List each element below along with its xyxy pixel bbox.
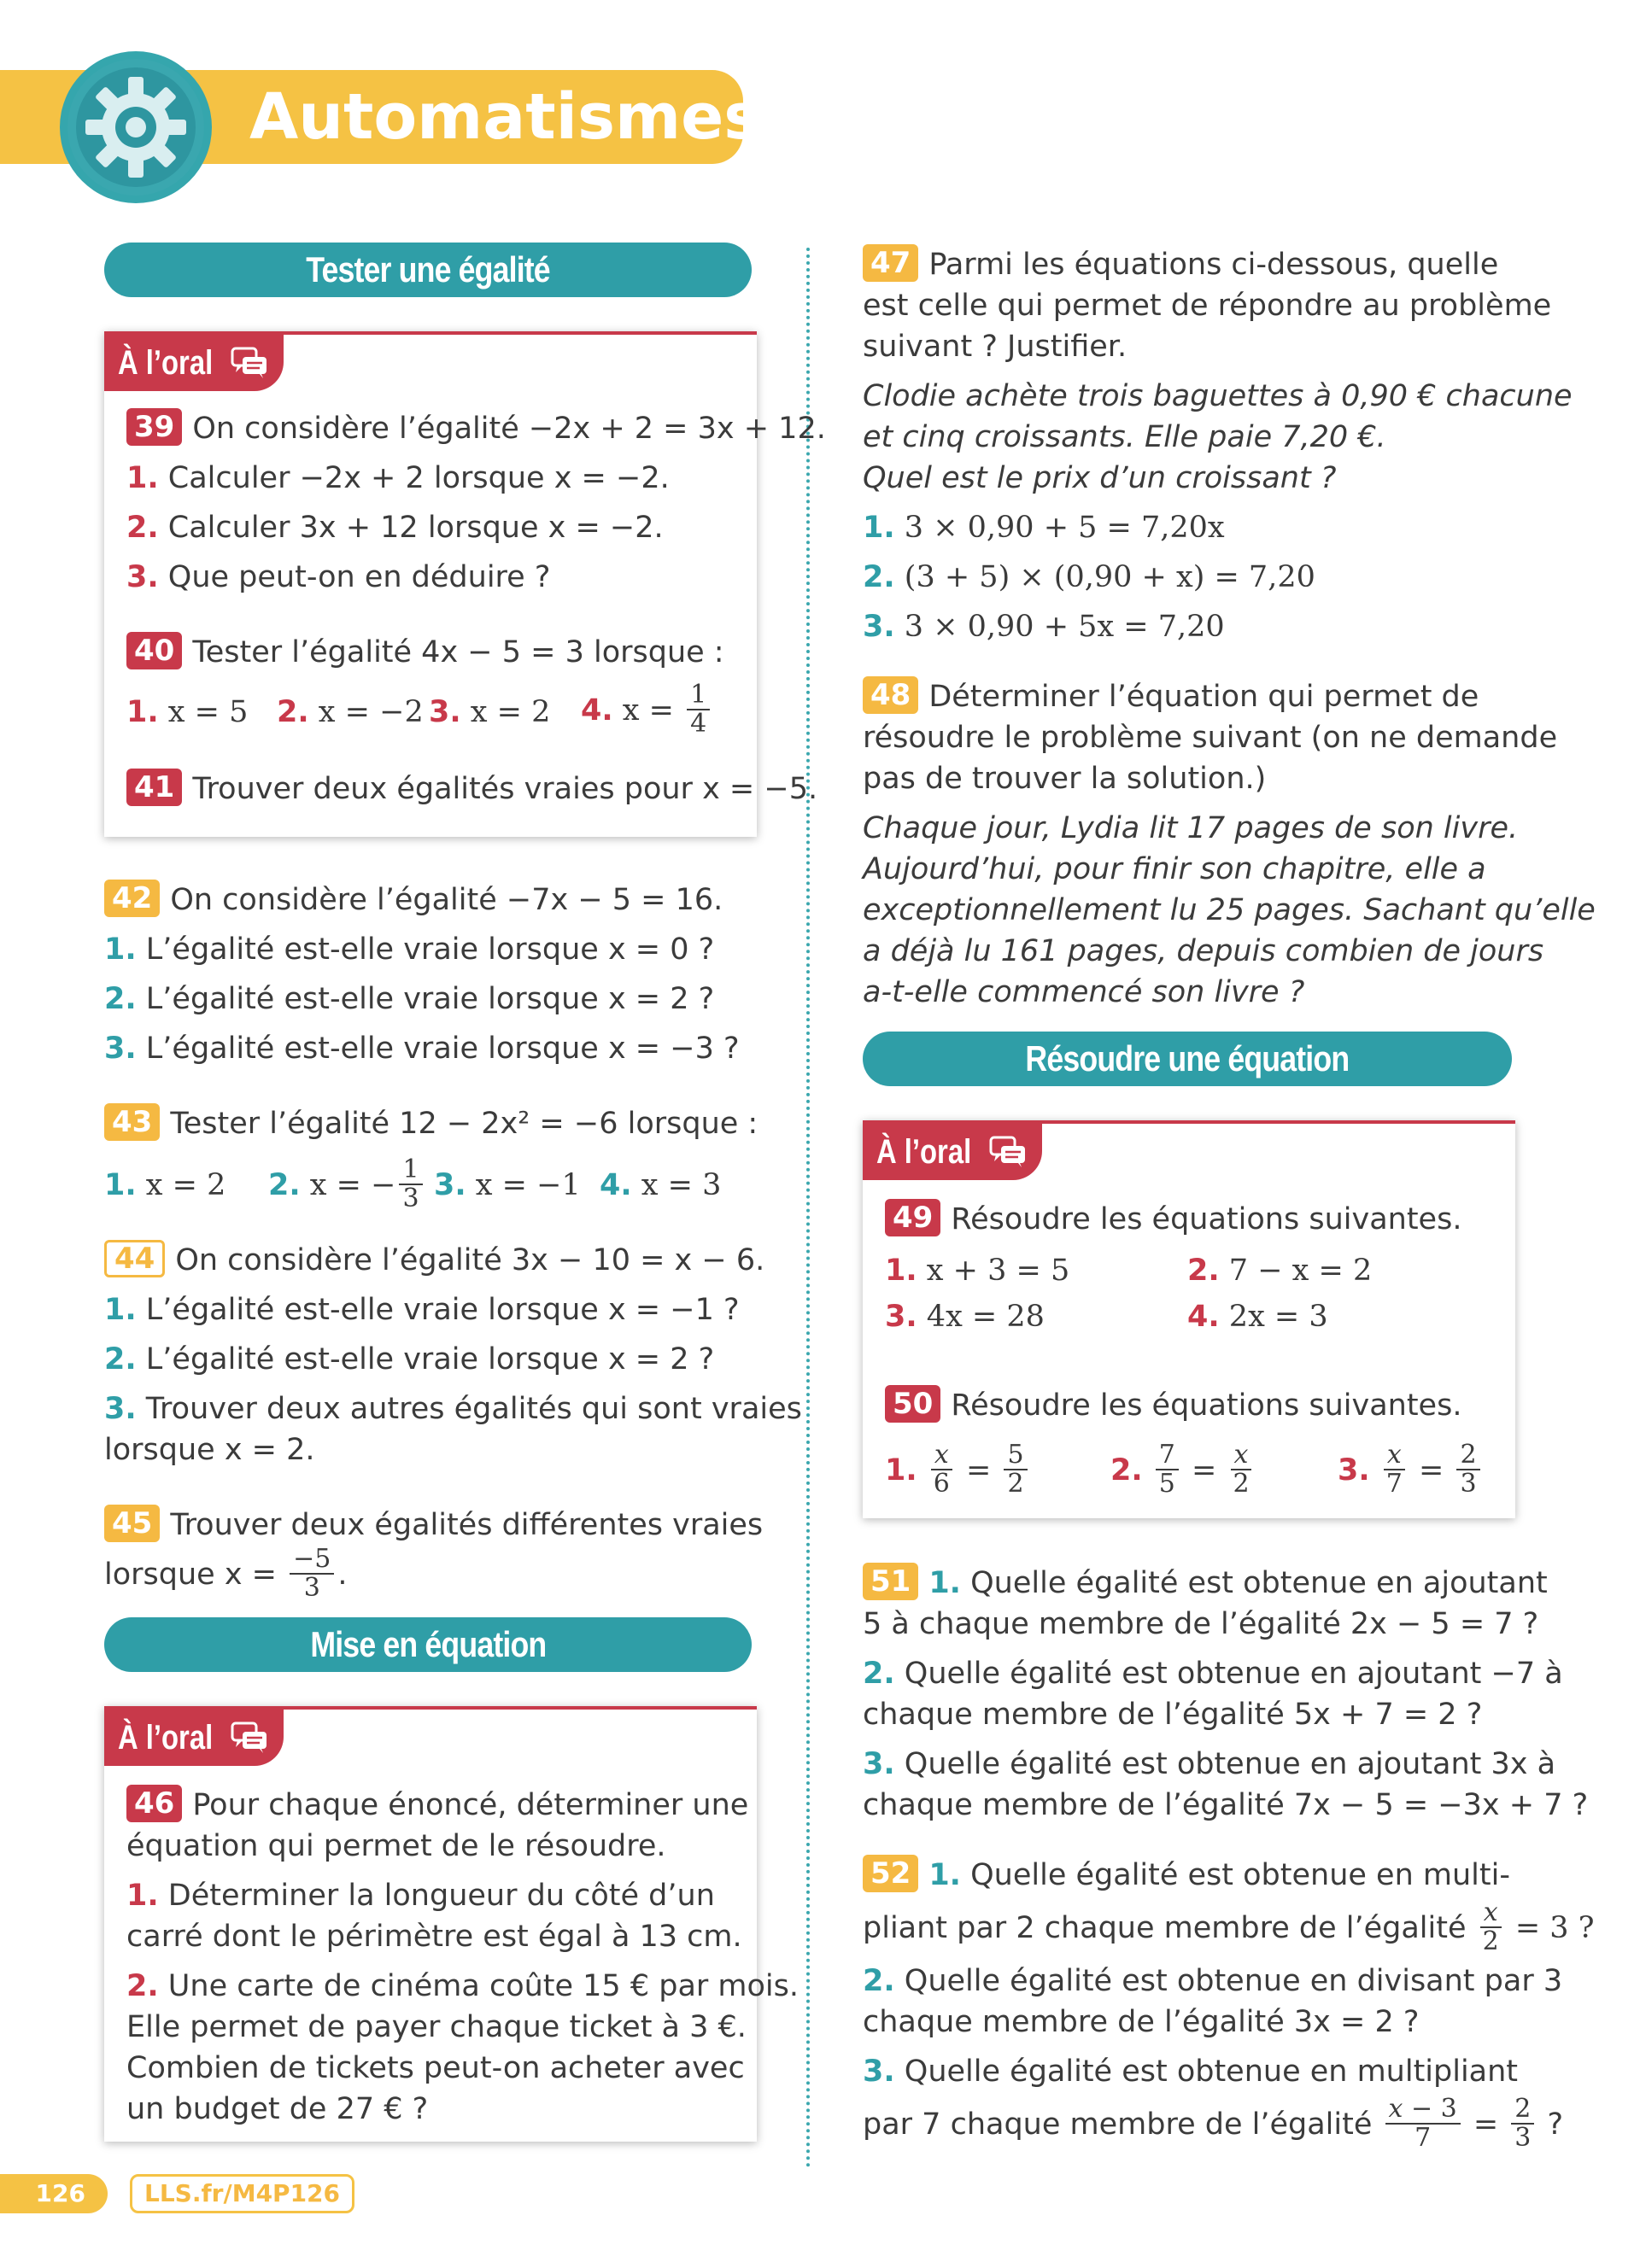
ex48-i5: a-t-elle commencé son livre ?: [863, 975, 1305, 1009]
ex46-l2: équation qui permet de le résoudre.: [126, 1829, 666, 1863]
ex52-q3a: 3. Quelle égalité est obtenue en multipliant: [863, 2055, 1519, 2089]
ex42-stem: 42 On considère l’égalité −7x − 5 = 16.: [104, 880, 723, 921]
ex50-a2: 2. $\frac{7}{5}$ = $\frac{x}{2}$: [1110, 1443, 1256, 1499]
speech-bubbles-icon: [231, 1721, 268, 1754]
ex49-a3: 3. 4x = 28: [885, 1300, 1045, 1334]
ex40-a4: 4. x = $\frac{1}{4}$: [581, 683, 713, 739]
ex52-q3b: par 7 chaque membre de l’égalité $\frac{x - 3}{7}$ = $\frac{2}{3}$ ?: [863, 2094, 1564, 2153]
ex51-q3a: 3. Quelle égalité est obtenue en ajoutant 3x à: [863, 1747, 1556, 1781]
ex52-q1b: pliant par 2 chaque membre de l’égalité $\frac{x}{2}$ = 3 ?: [863, 1897, 1595, 1956]
column-divider: [806, 248, 810, 2169]
ex40-a3: 3. x = 2: [429, 695, 551, 729]
ex40-a2: 2. x = −2: [277, 695, 424, 729]
ex52-q2b: chaque membre de l’égalité 3x = 2 ?: [863, 2005, 1420, 2039]
ex50-a3: 3. $\frac{x}{7}$ = $\frac{2}{3}$: [1338, 1443, 1484, 1499]
ex43-a4: 4. x = 3: [600, 1168, 722, 1202]
ex44-stem: 44 On considère l’égalité 3x − 10 = x − 6.: [104, 1240, 764, 1281]
ex42-q1: 1. L’égalité est-elle vraie lorsque x = 0 ?: [104, 932, 715, 967]
ex47-a1: 1. 3 × 0,90 + 5 = 7,20x: [863, 511, 1225, 545]
ex48-i1: Chaque jour, Lydia lit 17 pages de son livre.: [863, 811, 1519, 845]
ex47-l3: suivant ? Justifier.: [863, 330, 1128, 364]
ex49-a1: 1. x + 3 = 5: [885, 1254, 1070, 1288]
ex49-stem: 49 Résoudre les équations suivantes.: [885, 1199, 1461, 1240]
page-title: Automatismes: [249, 80, 762, 154]
ex44-q3b: lorsque x = 2.: [104, 1433, 315, 1467]
ex52-q1a: 52 1. Quelle égalité est obtenue en multi-: [863, 1855, 1510, 1896]
ex48-l3: pas de trouver la solution.): [863, 762, 1267, 796]
ex39-q2: 2. Calculer 3x + 12 lorsque x = −2.: [126, 511, 664, 545]
ex41-stem: 41 Trouver deux égalités vraies pour x = −5.: [126, 769, 817, 810]
ex45-l1: 45 Trouver deux égalités différentes vraies: [104, 1505, 763, 1546]
ex43-a2: 2. x = − $\frac{1}{3}$: [268, 1158, 426, 1214]
ex44-q3a: 3. Trouver deux autres égalités qui sont vraies: [104, 1392, 802, 1426]
ex47-i2: et cinq croissants. Elle paie 7,20 €.: [863, 420, 1386, 454]
ex47-l2: est celle qui permet de répondre au problème: [863, 289, 1552, 323]
ex43-a1: 1. x = 2: [104, 1168, 226, 1202]
ex39-q1: 1. Calculer −2x + 2 lorsque x = −2.: [126, 461, 670, 495]
ex42-q2: 2. L’égalité est-elle vraie lorsque x = 2 ?: [104, 982, 715, 1016]
section-resoudre-equation: Résoudre une équation: [863, 1032, 1512, 1086]
ex49-a4: 4. 2x = 3: [1187, 1300, 1328, 1334]
ex46-q2a: 2. Une carte de cinéma coûte 15 € par mois.: [126, 1969, 799, 2003]
ex51-q1b: 5 à chaque membre de l’égalité 2x − 5 = 7 ?: [863, 1607, 1539, 1641]
ex47-l1: 47 Parmi les équations ci-dessous, quelle: [863, 244, 1498, 285]
speech-bubbles-icon: [231, 347, 268, 379]
section-mise-en-equation: Mise en équation: [104, 1617, 752, 1672]
ex47-i3: Quel est le prix d’un croissant ?: [863, 461, 1337, 495]
ex46-q2d: un budget de 27 € ?: [126, 2092, 429, 2126]
ex44-q1: 1. L’égalité est-elle vraie lorsque x = −1 ?: [104, 1293, 740, 1327]
ex51-q2b: chaque membre de l’égalité 5x + 7 = 2 ?: [863, 1698, 1483, 1732]
ex39-q3: 3. Que peut-on en déduire ?: [126, 560, 551, 594]
ex52-q2a: 2. Quelle égalité est obtenue en divisant par 3: [863, 1964, 1563, 1998]
ex46-q1a: 1. Déterminer la longueur du côté d’un: [126, 1879, 715, 1913]
ex42-q3: 3. L’égalité est-elle vraie lorsque x = −3 ?: [104, 1032, 740, 1066]
ex40-stem: 40 Tester l’égalité 4x − 5 = 3 lorsque :: [126, 632, 724, 673]
oral-tag: À l’oral: [104, 1710, 284, 1766]
ex40-a1: 1. x = 5: [126, 695, 249, 729]
ex48-l2: résoudre le problème suivant (on ne demande: [863, 721, 1558, 755]
ex44-q2: 2. L’égalité est-elle vraie lorsque x = 2 ?: [104, 1342, 715, 1377]
ex50-a1: 1. $\frac{x}{6}$ = $\frac{5}{2}$: [885, 1443, 1031, 1499]
ex48-l1: 48 Déterminer l’équation qui permet de: [863, 676, 1479, 717]
oral-tag: À l’oral: [104, 335, 284, 391]
ex46-q1b: carré dont le périmètre est égal à 13 cm.: [126, 1920, 742, 1954]
ex46-l1: 46 Pour chaque énoncé, déterminer une: [126, 1785, 748, 1826]
ex50-stem: 50 Résoudre les équations suivantes.: [885, 1385, 1461, 1426]
ex45-l2: lorsque x = $\frac{-5}{3}$ .: [104, 1544, 348, 1603]
resource-link[interactable]: LLS.fr/M4P126: [130, 2174, 354, 2213]
ex51-q3b: chaque membre de l’égalité 7x − 5 = −3x + 7 ?: [863, 1788, 1589, 1822]
ex46-q2b: Elle permet de payer chaque ticket à 3 €.: [126, 2010, 747, 2044]
ex51-q2a: 2. Quelle égalité est obtenue en ajoutant −7 à: [863, 1657, 1563, 1691]
ex43-a3: 3. x = −1: [434, 1168, 581, 1202]
section-tester-egalite: Tester une égalité: [104, 243, 752, 297]
ex43-stem: 43 Tester l’égalité 12 − 2x² = −6 lorsque :: [104, 1103, 758, 1144]
ex48-i3: exceptionnellement lu 25 pages. Sachant qu’elle: [863, 893, 1596, 927]
ex39-stem: 39 On considère l’égalité −2x + 2 = 3x + 12.: [126, 408, 826, 449]
ex46-q2c: Combien de tickets peut-on acheter avec: [126, 2051, 745, 2085]
ex47-i1: Clodie achète trois baguettes à 0,90 € chacune: [863, 379, 1573, 413]
ex51-q1a: 51 1. Quelle égalité est obtenue en ajoutant: [863, 1563, 1548, 1604]
gear-icon: [60, 51, 212, 203]
ex47-a2: 2. (3 + 5) × (0,90 + x) = 7,20: [863, 560, 1315, 594]
ex49-a2: 2. 7 − x = 2: [1187, 1254, 1373, 1288]
speech-bubbles-icon: [989, 1136, 1027, 1168]
oral-tag: À l’oral: [863, 1124, 1042, 1180]
page-number: 126: [0, 2174, 108, 2213]
ex48-i4: a déjà lu 161 pages, depuis combien de jours: [863, 934, 1544, 968]
ex48-i2: Aujourd’hui, pour finir son chapitre, elle a: [863, 852, 1486, 886]
ex47-a3: 3. 3 × 0,90 + 5x = 7,20: [863, 610, 1225, 644]
